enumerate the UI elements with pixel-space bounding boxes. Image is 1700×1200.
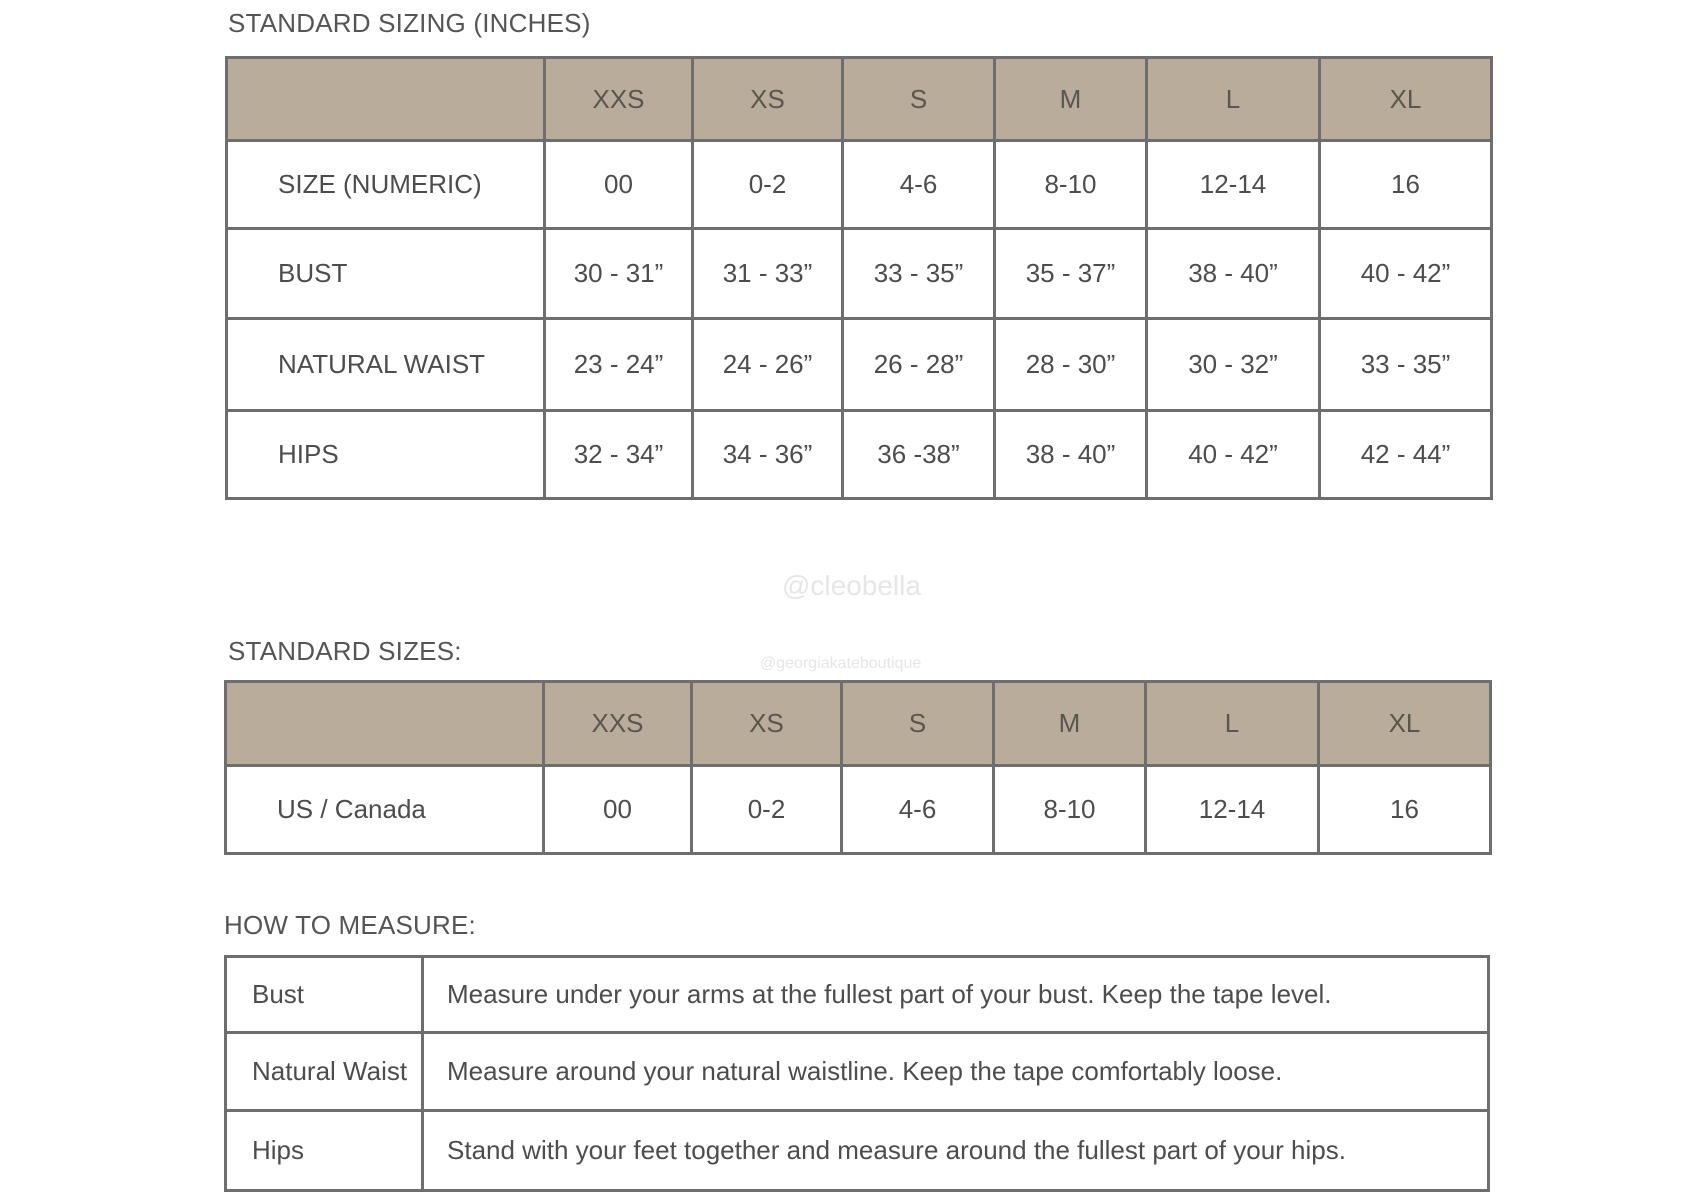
table-cell: 33 - 35” xyxy=(843,229,995,319)
sizing-inches-title: STANDARD SIZING (INCHES) xyxy=(228,8,591,38)
header-corner-cell xyxy=(227,58,545,141)
table-cell: 16 xyxy=(1319,766,1491,854)
table-cell: 38 - 40” xyxy=(995,411,1147,499)
row-label: HIPS xyxy=(227,411,545,499)
table-cell: 26 - 28” xyxy=(843,319,995,411)
table-cell: 30 - 32” xyxy=(1147,319,1320,411)
table-row xyxy=(227,229,1492,319)
standard-sizes-title: STANDARD SIZES: xyxy=(228,636,462,666)
column-header: M xyxy=(994,682,1146,766)
table-cell: 42 - 44” xyxy=(1320,411,1492,499)
table-row xyxy=(226,1111,1489,1191)
how-to-measure-table xyxy=(224,955,1490,1192)
table-cell: 8-10 xyxy=(994,766,1146,854)
table-cell: 00 xyxy=(545,141,693,229)
measure-description: Measure around your natural waistline. Keep the tape comfortably loose. xyxy=(423,1033,1489,1111)
table-cell: 12-14 xyxy=(1147,141,1320,229)
column-header: XXS xyxy=(544,682,692,766)
table-header-row xyxy=(226,682,1491,766)
row-label: NATURAL WAIST xyxy=(227,319,545,411)
table-cell: 4-6 xyxy=(842,766,994,854)
column-header: S xyxy=(843,58,995,141)
table-cell: 35 - 37” xyxy=(995,229,1147,319)
column-header: L xyxy=(1146,682,1319,766)
table-cell: 40 - 42” xyxy=(1320,229,1492,319)
row-label: US / Canada xyxy=(226,766,544,854)
table-cell: 31 - 33” xyxy=(693,229,843,319)
table-cell: 38 - 40” xyxy=(1147,229,1320,319)
table-cell: 33 - 35” xyxy=(1320,319,1492,411)
table-cell: 0-2 xyxy=(693,141,843,229)
table-header-row xyxy=(227,58,1492,141)
table-row xyxy=(226,766,1491,854)
watermark-secondary: @georgiakateboutique xyxy=(760,655,922,672)
column-header: XS xyxy=(693,58,843,141)
table-cell: 12-14 xyxy=(1146,766,1319,854)
table-row xyxy=(226,957,1489,1033)
column-header: M xyxy=(995,58,1147,141)
measure-label: Hips xyxy=(226,1111,423,1191)
table-cell: 4-6 xyxy=(843,141,995,229)
sizing-inches-table xyxy=(225,56,1493,500)
watermark-primary: @cleobella xyxy=(782,570,921,601)
table-row xyxy=(227,319,1492,411)
column-header: XS xyxy=(692,682,842,766)
table-cell: 34 - 36” xyxy=(693,411,843,499)
measure-label: Bust xyxy=(226,957,423,1033)
table-row xyxy=(227,141,1492,229)
row-label: BUST xyxy=(227,229,545,319)
column-header: XL xyxy=(1320,58,1492,141)
header-corner-cell xyxy=(226,682,544,766)
measure-description: Measure under your arms at the fullest part of your bust. Keep the tape level. xyxy=(423,957,1489,1033)
table-cell: 32 - 34” xyxy=(545,411,693,499)
table-cell: 36 -38” xyxy=(843,411,995,499)
column-header: XL xyxy=(1319,682,1491,766)
column-header: L xyxy=(1147,58,1320,141)
column-header: S xyxy=(842,682,994,766)
standard-sizes-table xyxy=(224,680,1492,855)
table-cell: 28 - 30” xyxy=(995,319,1147,411)
table-cell: 40 - 42” xyxy=(1147,411,1320,499)
table-cell: 0-2 xyxy=(692,766,842,854)
table-row xyxy=(226,1033,1489,1111)
table-cell: 8-10 xyxy=(995,141,1147,229)
measure-label: Natural Waist xyxy=(226,1033,423,1111)
table-cell: 16 xyxy=(1320,141,1492,229)
table-row xyxy=(227,411,1492,499)
table-cell: 30 - 31” xyxy=(545,229,693,319)
column-header: XXS xyxy=(545,58,693,141)
table-cell: 23 - 24” xyxy=(545,319,693,411)
measure-description: Stand with your feet together and measure around the fullest part of your hips. xyxy=(423,1111,1489,1191)
how-to-measure-title: HOW TO MEASURE: xyxy=(224,910,476,940)
table-cell: 24 - 26” xyxy=(693,319,843,411)
table-cell: 00 xyxy=(544,766,692,854)
row-label: SIZE (NUMERIC) xyxy=(227,141,545,229)
